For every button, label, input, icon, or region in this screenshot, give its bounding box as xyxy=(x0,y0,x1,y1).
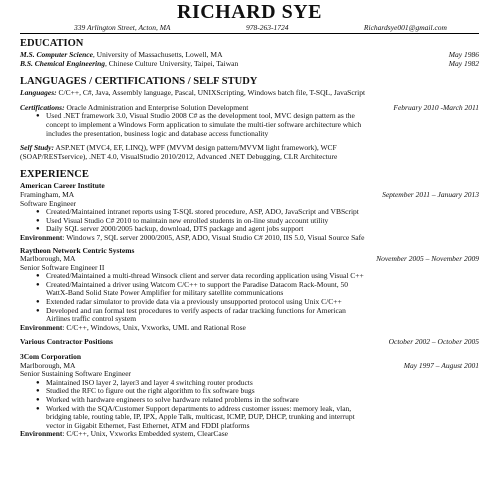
self-study-label: Self Study: xyxy=(20,143,54,153)
phone: 978-263-1724 xyxy=(245,23,289,32)
contact-line xyxy=(20,23,479,32)
list-item: ● Worked with hardware engineers to solve hardware related problems in the software xyxy=(46,396,479,405)
job-bullets xyxy=(20,298,479,315)
self-study-line-2: (SOAP/RESTservice), .NET 4.0, VisualStudio 2010/2012, Advanced .NET Debugging, CLR Architecture xyxy=(20,151,338,161)
certifications-text: Oracle Administration and Enterprise Solution Development xyxy=(64,102,249,112)
company-name: Raytheon Network Centric Systems xyxy=(20,245,135,255)
list-item-continuation: concept to implement a Windows Form application to simulate the multi-tier software architecture which xyxy=(46,119,362,129)
languages-line xyxy=(20,89,479,98)
list-item: ● Used Visual Studio C# 2010 to maintain new enrolled students in on-line study account utility xyxy=(46,217,479,226)
environment-label: Environment xyxy=(20,322,63,332)
resume-page xyxy=(0,1,495,496)
job-dates: September 2011 – January 2013 xyxy=(382,189,479,199)
education-date: May 1982 xyxy=(448,58,479,68)
job-location-row xyxy=(20,191,479,200)
languages-heading: LANGUAGES / CERTIFICATIONS / SELF STUDY xyxy=(20,76,258,88)
list-item: ● Studied the RFC to figure out the right algorithm to fix software bugs xyxy=(46,387,479,396)
job-environment xyxy=(20,324,479,333)
candidate-name: RICHARD SYE xyxy=(177,1,322,23)
list-item: ● Created/Maintained a driver using Watcom C/C++ to support the Paradise Datacom Rack-Mount, 50 xyxy=(46,281,479,290)
list-item: ● Created/Maintained intranet reports using T-SQL stored procedure, ASP, ADO, JavaScript and VBScript xyxy=(46,208,479,217)
list-item: ● Developed and ran formal test procedures to verify aspects of radar tracking functions for American xyxy=(46,307,479,316)
list-item-continuation: bridging table, routing table, IP, IPX, Apple Talk, multicast, ICMP, DUP, DHCP, trunking and interrupt xyxy=(46,412,355,422)
degree: B.S. Chemical Engineering xyxy=(20,58,106,68)
certifications-date: February 2010 -March 2011 xyxy=(393,102,479,112)
job-environment xyxy=(20,234,479,243)
degree: M.S. Computer Science xyxy=(20,50,93,59)
environment-label: Environment xyxy=(20,232,63,242)
list-item: ● Daily SQL server 2000/2005 backup, download, DTS package and agent jobs support xyxy=(46,225,479,234)
school: , University of Massachusetts, Lowell, MA xyxy=(92,50,223,59)
certifications-label: Certifications: xyxy=(20,102,65,112)
self-study-text: ASP.NET (MVC4, EF, LINQ), WPF (MVVM design pattern/MVVM light framework), WCF xyxy=(53,143,337,153)
list-item: ● Extended radar simulator to provide data via a previously unsupported protocol using Unix C/C++ xyxy=(46,298,479,307)
education-heading: EDUCATION xyxy=(20,38,84,49)
job-dates: October 2002 – October 2005 xyxy=(388,337,479,347)
job-title: Software Engineer xyxy=(20,198,77,208)
job-title: Senior Sustaining Software Engineer xyxy=(20,369,132,379)
list-item-continuation: includes the presentation, business logic and database access functionality xyxy=(46,128,269,138)
job-dates: November 2005 – November 2009 xyxy=(376,254,479,264)
list-item-continuation: Airlines traffic control system xyxy=(46,314,137,324)
list-item: ● Created/Maintained a multi-thread Winsock client and server data recording application using Visual C++ xyxy=(46,272,479,281)
education-date: May 1986 xyxy=(448,50,479,59)
job-bullets xyxy=(20,272,479,289)
job-location: Framingham, MA xyxy=(20,189,75,199)
email: Richardsye001@gmail.com xyxy=(363,23,447,32)
environment-text: : C/C++, Windows, Unix, Vxworks, UML and Rational Rose xyxy=(62,322,246,332)
job-title: Senior Software Engineer II xyxy=(20,262,105,272)
school: , Chinese Culture University, Taipei, Taiwan xyxy=(105,58,239,68)
experience-heading: EXPERIENCE xyxy=(20,169,89,181)
languages-label: Languages: xyxy=(20,88,57,98)
job-bullets xyxy=(20,379,479,413)
address: 339 Arlington Street, Acton, MA xyxy=(74,23,171,32)
certifications-bullets xyxy=(20,112,479,121)
list-item-continuation: vector in Gigabit Ethernet, Fast Ethernet, ATM and FDDI platforms xyxy=(46,420,250,430)
company-name: Various Contractor Positions xyxy=(20,337,113,347)
environment-text: : Windows 7, SQL server 2000/2005, ASP, ADO, Visual Studio C# 2010, IIS 5.0, Visual Source Safe xyxy=(62,232,365,242)
languages-text: C/C++, C#, Java, Assembly language, Pascal, UNIXScripting, Windows batch file, T-SQL, JavaScript xyxy=(56,88,366,98)
list-item: ● Worked with the SQA/Customer Support departments to address customer issues: memory leak, vlan, xyxy=(46,405,479,414)
list-item-continuation: WattX-Band Solid State Power Amplifier for military satellite communications xyxy=(46,288,284,298)
list-item: ● Maintained ISO layer 2, layer3 and layer 4 switching router products xyxy=(46,379,479,388)
environment-text: : C/C++, Unix, Vxworks Embedded system, ClearCase xyxy=(62,429,228,439)
header-divider xyxy=(20,33,479,34)
company-name: 3Com Corporation xyxy=(20,352,82,362)
company-name: American Career Institute xyxy=(20,181,105,191)
job-location: Marlborough, MA xyxy=(20,360,76,370)
environment-label: Environment xyxy=(20,429,63,439)
list-item: ● Used .NET framework 3.0, Visual Studio 2008 C# as the development tool, MVC design pattern as the xyxy=(46,112,479,121)
contractor-row xyxy=(20,338,479,347)
job-dates: May 1997 – August 2001 xyxy=(403,360,479,370)
education-entry xyxy=(20,60,479,69)
job-location: Marlborough, MA xyxy=(20,254,76,264)
job-bullets xyxy=(20,208,479,234)
job-environment xyxy=(20,430,479,439)
